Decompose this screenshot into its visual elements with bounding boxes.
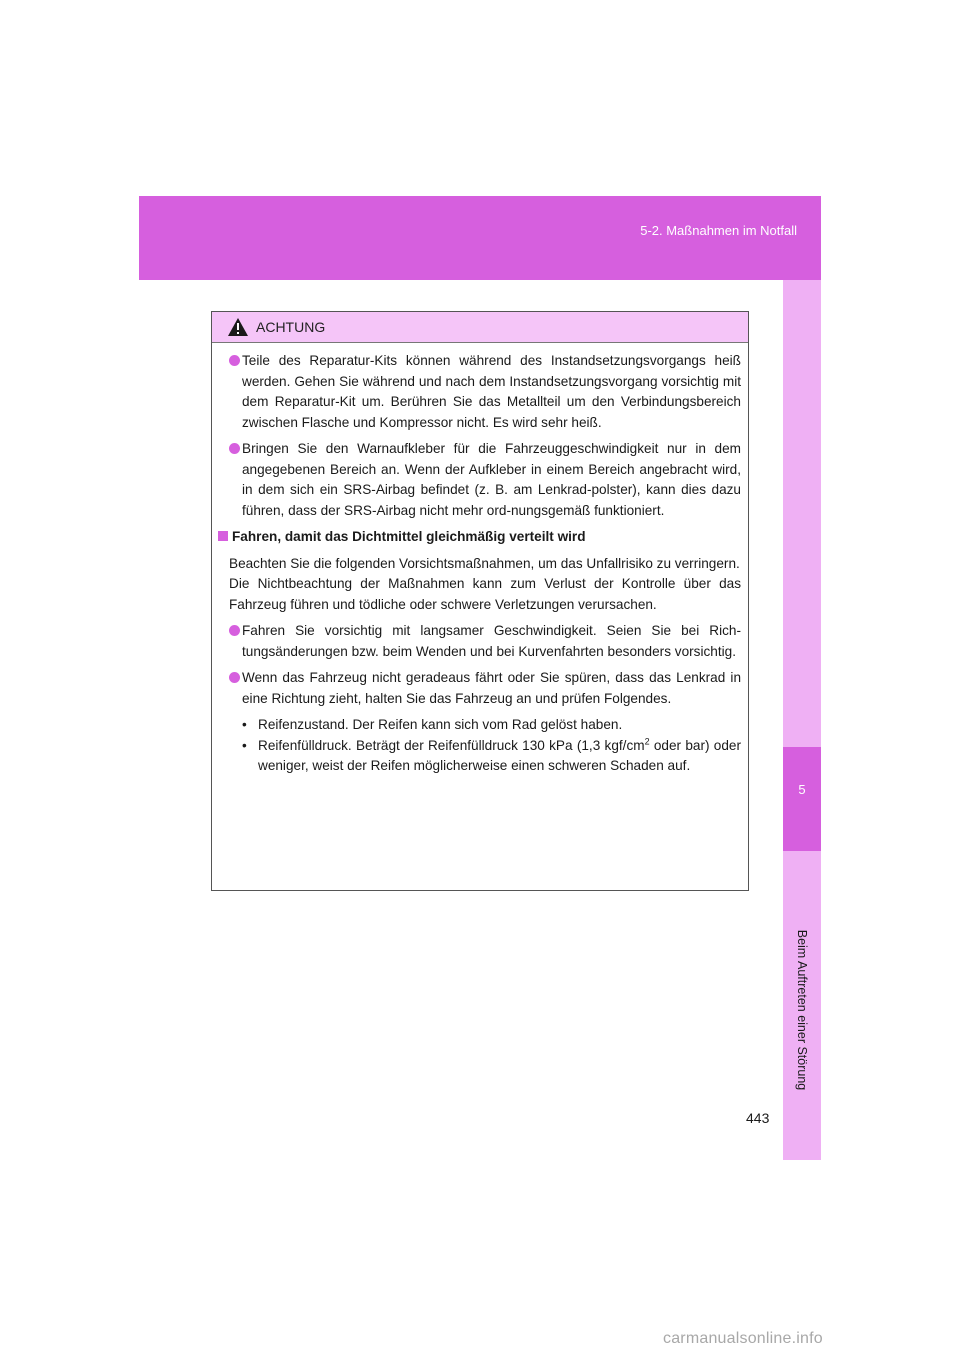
bullet-item [229, 668, 741, 777]
bullet-item [229, 439, 741, 521]
warning-triangle-icon [227, 317, 249, 337]
superscript: 2 [644, 735, 650, 746]
bullet-dot-icon [229, 672, 240, 683]
bullet-text: Wenn das Fahrzeug nicht geradeaus fährt oder Sie spüren, dass das Lenkrad in eine Richtung zieht, halten Sie das Fahrzeug an und prüfen Folgendes. [242, 670, 741, 706]
check-text: Reifenzustand. Der Reifen kann sich vom Rad gelöst haben. [258, 717, 623, 732]
bullet-item [229, 351, 741, 433]
check-list [242, 715, 741, 777]
bullet-dot-icon [229, 625, 240, 636]
header-band [139, 196, 821, 280]
section-heading [218, 527, 741, 548]
chapter-tab [783, 280, 821, 1160]
section-title: 5-2. Maßnahmen im Notfall [640, 223, 797, 238]
list-dot: • [242, 717, 247, 732]
caution-title: ACHTUNG [256, 319, 326, 335]
bullet-text: Fahren Sie vorsichtig mit langsamer Geschwindigkeit. Seien Sie bei Rich-tungsänderungen bzw. beim Wenden und bei Kurvenfahrten besonders vorsichtig. [242, 623, 741, 659]
bullet-text: Bringen Sie den Warnaufkleber für die Fahrzeuggeschwindigkeit nur in dem angegebenen Bereich an. Wenn der Aufkleber in einem Bereich angebracht wird, in dem sich ein SRS-Airbag befindet (z. B. am Lenkrad-polster), kann dies dazu führen, dass der SRS-Airbag nicht mehr ord-nungsgemäß funktioniert. [242, 441, 741, 518]
caution-box [211, 311, 749, 891]
check-item [242, 736, 741, 777]
caution-header [212, 312, 748, 343]
intro-paragraph [229, 554, 741, 616]
intro-text-1: Beachten Sie die folgenden Vorsichtsmaßnahmen, um das Unfallrisiko zu verringern. [229, 555, 740, 571]
section-heading-text: Fahren, damit das Dichtmittel gleichmäßig verteilt wird [232, 529, 586, 544]
chapter-title: Beim Auftreten einer Störung [795, 929, 809, 1091]
bullet-text: Teile des Reparatur-Kits können während des Instandsetzungsvorgangs heiß werden. Gehen Sie während und nach dem Instandsetzungsvorgang vorsichtig mit dem Reparatur-Kit um. Berühren Sie das Metallteil um den Verbindungsbereich zwischen Flasche und Kompressor nicht. Es wird sehr heiß. [242, 353, 741, 430]
check-item [242, 715, 741, 736]
list-dot: • [242, 737, 247, 753]
intro-text-2: Die Nichtbeachtung der Maßnahmen kann zum Verlust der Kontrolle über das Fahrzeug führen und tödliche oder schwere Verletzungen verursachen. [229, 576, 741, 612]
page-number: 443 [746, 1110, 770, 1126]
check-text-before: Reifenfülldruck. Beträgt der Reifenfülldruck 130 kPa (1,3 kgf/cm [258, 737, 645, 753]
bullet-dot-icon [229, 443, 240, 454]
check-text-after: oder bar) oder weniger, weist der Reifen möglicherweise einen schweren Schaden auf. [258, 737, 742, 773]
square-bullet-icon [218, 531, 228, 541]
bullet-item [229, 621, 741, 662]
chapter-number: 5 [798, 782, 806, 797]
caution-body [212, 343, 748, 777]
bullet-dot-icon [229, 355, 240, 366]
chapter-number-block [783, 747, 821, 851]
watermark: carmanualsonline.info [663, 1330, 823, 1347]
